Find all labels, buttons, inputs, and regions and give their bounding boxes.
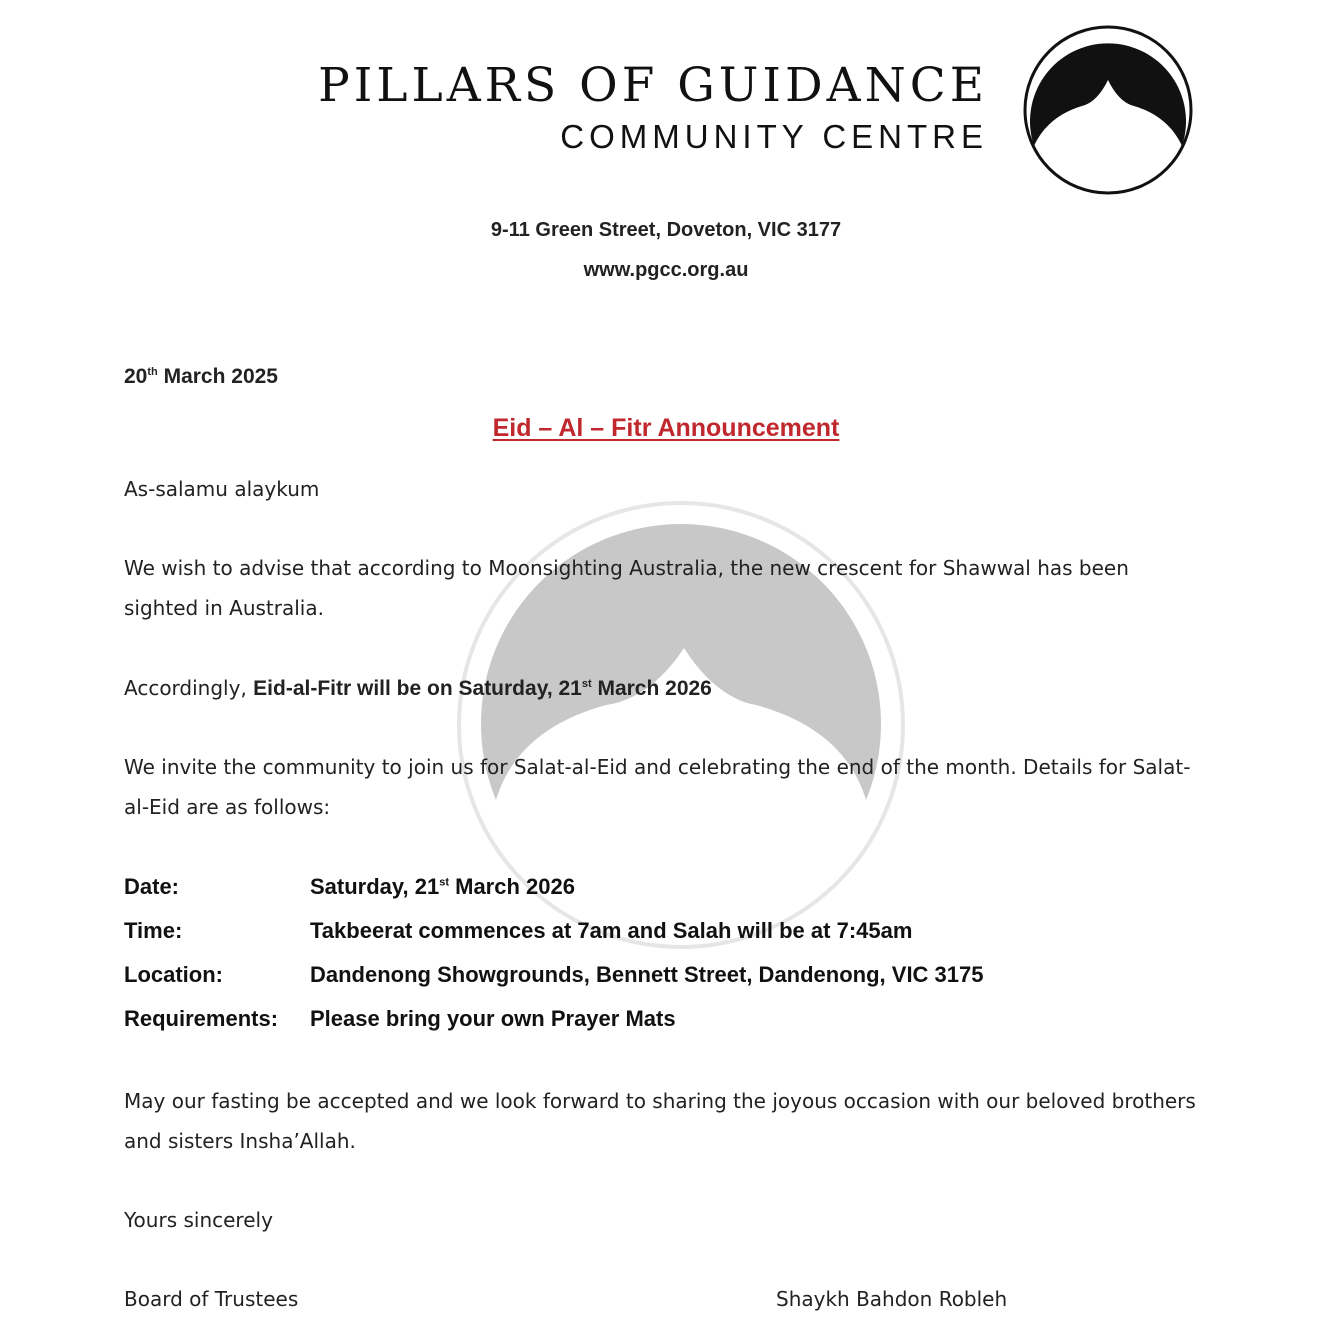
detail-value-time: Takbeerat commences at 7am and Salah will be at 7:45am xyxy=(310,918,913,943)
eid-date-bold-b: March 2026 xyxy=(591,677,712,700)
date-day: 20 xyxy=(124,365,148,388)
detail-label-requirements: Requirements: xyxy=(124,1006,279,1031)
closing: Yours sincerely xyxy=(124,1208,273,1232)
eid-date-sup: st xyxy=(581,678,592,690)
eid-date-prefix: Accordingly, xyxy=(124,676,254,700)
detail-label-date: Date: xyxy=(124,874,180,899)
dome-logo-icon xyxy=(1022,24,1194,196)
detail-label-time: Time: xyxy=(124,918,183,943)
paragraph-invitation: We invite the community to join us for Salat-al-Eid and celebrating the end of the month. Details for Salat-al-Eid are as follows: xyxy=(124,755,1191,819)
signatory-right: Shaykh Bahdon Robleh xyxy=(776,1287,1008,1311)
paragraph-eid-date xyxy=(124,668,1204,709)
eid-date-bold-a: Eid-al-Fitr will be on Saturday, 21 xyxy=(253,677,582,700)
greeting: As-salamu alaykum xyxy=(124,477,320,501)
detail-value-requirements: Please bring your own Prayer Mats xyxy=(310,1006,676,1031)
paragraph-moonsighting: We wish to advise that according to Moonsighting Australia, the new crescent for Shawwal has been sighted in Australia. xyxy=(124,556,1129,620)
detail-date-b: March 2026 xyxy=(449,874,575,899)
signatory-left: Board of Trustees xyxy=(124,1287,299,1311)
paragraph-blessing: May our fasting be accepted and we look forward to sharing the joyous occasion with our beloved brothers and sisters Insha’Allah. xyxy=(124,1089,1196,1153)
detail-value-location: Dandenong Showgrounds, Bennett Street, Dandenong, VIC 3175 xyxy=(310,962,984,987)
website-link[interactable]: www.pgcc.org.au xyxy=(583,259,749,281)
date-rest: March 2025 xyxy=(157,365,278,388)
detail-value-date xyxy=(310,865,575,909)
letter-date xyxy=(124,357,1204,397)
address: 9-11 Green Street, Doveton, VIC 3177 xyxy=(490,219,842,241)
org-name: PILLARS OF GUIDANCE xyxy=(318,58,988,113)
detail-date-sup: st xyxy=(439,876,449,889)
date-suffix: th xyxy=(147,366,158,378)
announcement-title: Eid – Al – Fitr Announcement xyxy=(492,414,840,442)
detail-date-a: Saturday, 21 xyxy=(310,874,440,899)
org-subtitle: COMMUNITY CENTRE xyxy=(560,118,988,155)
detail-label-location: Location: xyxy=(124,962,223,987)
